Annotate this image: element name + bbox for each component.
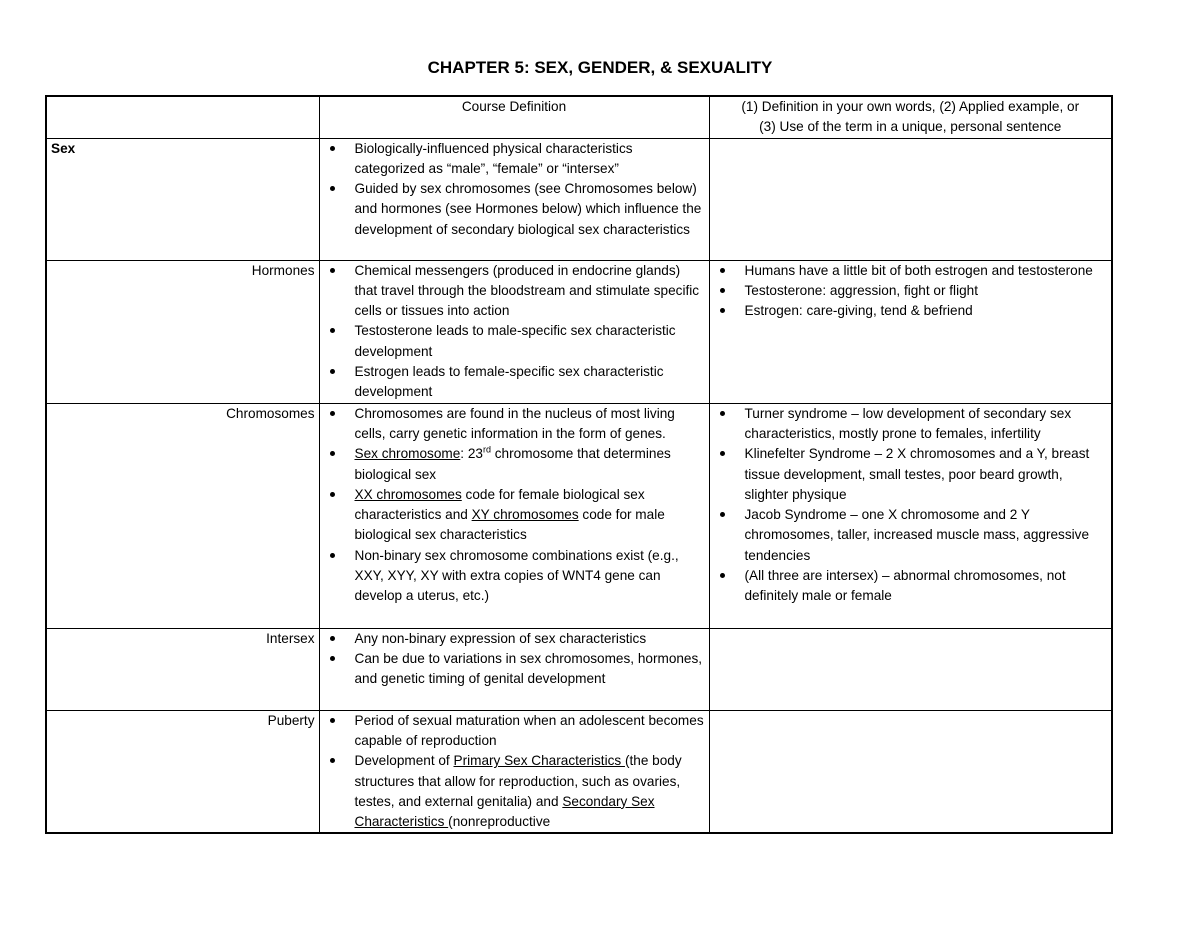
term-intersex: Intersex (46, 628, 319, 710)
list-item: Can be due to variations in sex chromosomes, hormones, and genetic timing of genital development (324, 649, 705, 690)
table-row-chromosomes (46, 403, 1112, 628)
definition-cell-puberty (319, 710, 709, 833)
list-item: Sex chromosome: 23rd chromosome that determines biological sex (324, 444, 705, 485)
list-item: Biologically-influenced physical characteristics categorized as “male”, “female” or “intersex” (324, 139, 705, 180)
bullet-icon (330, 146, 335, 151)
definition-cell-hormones (319, 260, 709, 403)
own-words-cell-chromosomes (709, 403, 1112, 628)
definition-cell-sex (319, 138, 709, 260)
term-hormones: Hormones (46, 260, 319, 403)
list-item: Chromosomes are found in the nucleus of most living cells, carry genetic information in the form of genes. (324, 404, 705, 445)
table-header-row (46, 96, 1112, 138)
header-term-cell (46, 96, 319, 138)
page-title: CHAPTER 5: SEX, GENDER, & SEXUALITY (427, 58, 773, 77)
own-words-cell-intersex (709, 628, 1112, 710)
term-sex-chromosome: Sex chromosome (354, 446, 461, 462)
list-item: Non-binary sex chromosome combinations exist (e.g., XXY, XYY, XY with extra copies of WNT4 gene can develop a uterus, etc.) (324, 546, 705, 607)
term-xx-chromosomes: XX chromosomes (354, 486, 462, 502)
bullet-icon (330, 186, 335, 191)
list-item: Period of sexual maturation when an adolescent becomes capable of reproduction (324, 711, 705, 752)
vocabulary-table (45, 95, 1113, 834)
list-item: Humans have a little bit of both estrogen and testosterone (714, 261, 1108, 281)
bullet-icon (330, 369, 335, 374)
bullet-icon (720, 308, 725, 313)
term-puberty: Puberty (46, 710, 319, 833)
list-item: Estrogen leads to female-specific sex characteristic development (324, 362, 705, 403)
own-words-cell-hormones (709, 260, 1112, 403)
table-row-sex (46, 138, 1112, 260)
bullet-icon (330, 451, 335, 456)
bullet-icon (720, 573, 725, 578)
header-own-words: (1) Definition in your own words, (2) Applied example, or (3) Use of the term in a unique, personal sentence (709, 96, 1112, 138)
bullet-icon (330, 758, 335, 763)
own-words-cell-sex (709, 138, 1112, 260)
bullet-icon (720, 512, 725, 517)
list-item: Jacob Syndrome – one X chromosome and 2 Y chromosomes, taller, increased muscle mass, aggressive tendencies (714, 505, 1108, 566)
term-sex: Sex (46, 138, 319, 260)
list-item: Turner syndrome – low development of secondary sex characteristics, mostly prone to females, infertility (714, 404, 1108, 445)
term-chromosomes: Chromosomes (46, 403, 319, 628)
list-item: Development of Primary Sex Characteristics (the body structures that allow for reproduction, such as ovaries, testes, and external genitalia) and Secondary Sex Characteristics (nonreproductive (324, 751, 705, 832)
term-xy-chromosomes: XY chromosomes (471, 507, 579, 523)
bullet-icon (330, 268, 335, 273)
table-row-hormones (46, 260, 1112, 403)
list-item: XX chromosomes code for female biological sex characteristics and XY chromosomes code for male biological sex characteristics (324, 485, 705, 546)
bullet-icon (330, 328, 335, 333)
list-item: Testosterone leads to male-specific sex characteristic development (324, 321, 705, 362)
list-item: (All three are intersex) – abnormal chromosomes, not definitely male or female (714, 566, 1108, 607)
bullet-icon (330, 411, 335, 416)
bullet-icon (330, 636, 335, 641)
bullet-icon (720, 288, 725, 293)
definition-cell-intersex (319, 628, 709, 710)
table-row-intersex (46, 628, 1112, 710)
list-item: Any non-binary expression of sex characteristics (324, 629, 705, 649)
term-secondary-sex-characteristics: Secondary Sex Characteristics (354, 793, 655, 830)
bullet-icon (330, 492, 335, 497)
bullet-icon (330, 553, 335, 558)
bullet-icon (330, 718, 335, 723)
term-primary-sex-characteristics: Primary Sex Characteristics (453, 753, 625, 769)
list-item: Chemical messengers (produced in endocrine glands) that travel through the bloodstream and stimulate specific cells or tissues into action (324, 261, 705, 322)
definition-cell-chromosomes (319, 403, 709, 628)
header-course-definition: Course Definition (319, 96, 709, 138)
bullet-icon (720, 451, 725, 456)
bullet-icon (720, 411, 725, 416)
own-words-cell-puberty (709, 710, 1112, 833)
list-item: Estrogen: care-giving, tend & befriend (714, 301, 1108, 321)
list-item: Klinefelter Syndrome – 2 X chromosomes and a Y, breast tissue development, small testes, poor beard growth, slighter physique (714, 444, 1108, 505)
list-item: Testosterone: aggression, fight or flight (714, 281, 1108, 301)
list-item: Guided by sex chromosomes (see Chromosomes below) and hormones (see Hormones below) which influence the development of secondary biological sex characteristics (324, 179, 705, 240)
bullet-icon (720, 268, 725, 273)
bullet-icon (330, 656, 335, 661)
table-row-puberty (46, 710, 1112, 833)
